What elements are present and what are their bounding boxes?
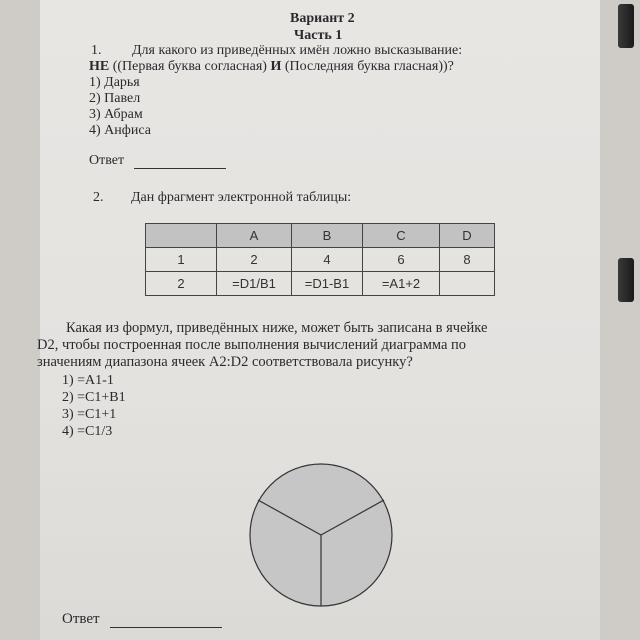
q2-text-line1: Какая из формул, приведённых ниже, может быть записана в ячейке	[66, 320, 488, 336]
q2-text-line2: D2, чтобы построенная после выполнения вычислений диаграмма по	[37, 337, 467, 353]
column-header-c: C	[363, 224, 440, 248]
q2-answer-line[interactable]	[110, 627, 222, 628]
q1-line1: Для какого из приведённых имён ложно высказывание:	[132, 43, 463, 58]
column-header-d: D	[440, 224, 495, 248]
q2-option: 3) =C1+1	[62, 407, 117, 422]
q2-option: 1) =A1-1	[62, 373, 114, 388]
column-header-b: B	[292, 224, 363, 248]
q1-and-operator: И	[270, 59, 282, 74]
cell-c2: =A1+2	[363, 272, 440, 296]
table-corner-cell	[146, 224, 217, 248]
part-title: Часть 1	[294, 28, 343, 43]
q1-line2-mid: ((Первая буква согласная)	[109, 59, 271, 74]
q1-number: 1.	[91, 43, 102, 58]
q1-option: 2) Павел	[89, 91, 141, 106]
q1-answer-label: Ответ	[89, 153, 125, 168]
q2-option: 4) =C1/3	[62, 424, 113, 439]
q2-option: 2) =C1+B1	[62, 390, 126, 405]
q1-option: 1) Дарья	[89, 75, 140, 90]
q1-option: 3) Абрам	[89, 107, 143, 122]
column-header-a: A	[217, 224, 292, 248]
cell-a1: 2	[217, 248, 292, 272]
q1-not-operator: НЕ	[89, 59, 110, 74]
cell-b1: 4	[292, 248, 363, 272]
spreadsheet-fragment	[145, 223, 495, 296]
row-header-1: 1	[146, 248, 217, 272]
binder-clip	[618, 258, 634, 302]
binder-clip	[618, 4, 634, 48]
q2-intro: Дан фрагмент электронной таблицы:	[131, 190, 352, 205]
q1-answer-line[interactable]	[134, 168, 226, 169]
cell-c1: 6	[363, 248, 440, 272]
q1-line2	[89, 59, 454, 75]
cell-b2: =D1-B1	[292, 272, 363, 296]
q2-text-line3: значениям диапазона ячеек A2:D2 соответствовала рисунку?	[37, 354, 413, 370]
row-header-2: 2	[146, 272, 217, 296]
variant-title: Вариант 2	[290, 11, 355, 26]
table-row	[146, 272, 495, 296]
cell-a2: =D1/B1	[217, 272, 292, 296]
q2-answer-label: Ответ	[62, 611, 100, 627]
cell-d2	[440, 272, 495, 296]
pie-diagram	[246, 460, 396, 615]
q1-option: 4) Анфиса	[89, 123, 151, 138]
q2-number: 2.	[93, 190, 104, 205]
table-row	[146, 248, 495, 272]
table-header-row	[146, 224, 495, 248]
pie-chart-svg	[246, 460, 396, 610]
cell-d1: 8	[440, 248, 495, 272]
q1-line2-end: (Последняя буква гласная))?	[281, 59, 454, 74]
